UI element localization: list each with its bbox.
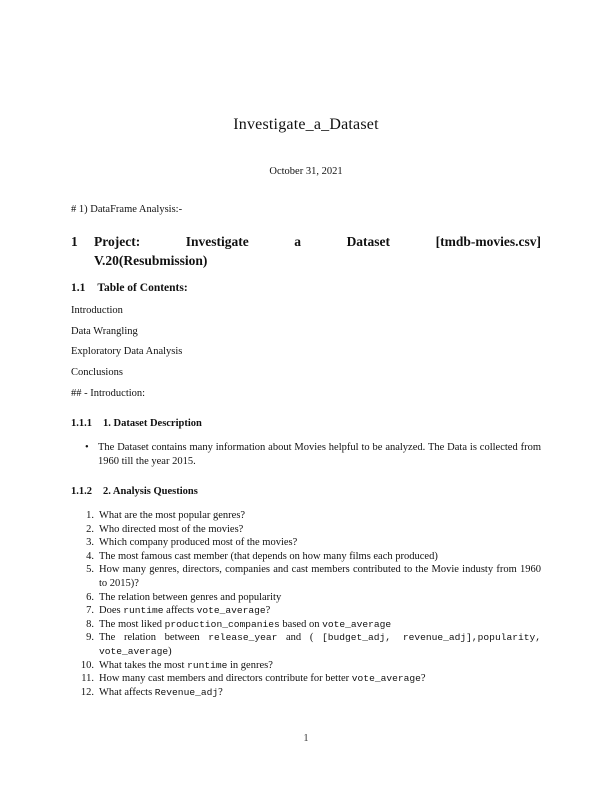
section-title-word: Dataset [346, 234, 391, 249]
dataset-description-number: 1.1.1 [71, 418, 92, 429]
toc-heading-number: 1.1 [71, 282, 86, 294]
text-span: The relation between genres and popularity [99, 591, 282, 603]
question-text [99, 604, 541, 618]
page-number: 1 [303, 733, 309, 744]
question-item [71, 563, 541, 590]
dataset-description-bullets [71, 441, 541, 468]
text-span: Does [99, 605, 124, 617]
code-span: vote_average [196, 605, 266, 617]
question-number: 8. [86, 618, 94, 630]
text-span: What are the most popular genres? [99, 510, 246, 521]
section-title-line2: V.20(Resubmission) [94, 253, 208, 268]
analysis-questions-title: 2. Analysis Questions [103, 486, 198, 497]
question-number: 2. [86, 523, 94, 535]
section-title [94, 234, 541, 269]
question-text [99, 686, 541, 700]
question-item [71, 591, 541, 605]
toc-item: Introduction [71, 305, 123, 316]
question-text [99, 659, 541, 673]
code-span: release_year [208, 632, 278, 644]
text-span: ? [420, 673, 426, 685]
code-span: vote_average [99, 645, 169, 657]
section-title-word: Project: [94, 234, 141, 249]
bullet-text: The Dataset contains many information about Movies helpful to be analyzed. The Data is collected from 1960 till the year 2015. [98, 442, 541, 467]
question-number: 6. [86, 591, 94, 603]
bullet-marker: • [85, 442, 89, 453]
code-span: vote_average [351, 673, 421, 685]
question-number: 5. [86, 564, 94, 576]
analysis-questions-list [71, 509, 541, 699]
section-number: 1 [71, 234, 78, 249]
question-item [71, 672, 541, 686]
text-span: and ( [277, 632, 322, 644]
toc-item: Data Wrangling [71, 325, 138, 337]
analysis-questions-number: 1.1.2 [71, 486, 92, 497]
dataset-description-heading [71, 417, 541, 430]
question-text [99, 591, 541, 605]
code-span: runtime [123, 605, 164, 617]
markdown-introduction-line: ## - Introduction: [71, 388, 146, 399]
section-title-word: [tmdb-movies.csv] [435, 234, 541, 249]
text-span: The relation between [99, 632, 209, 644]
text-span: Who directed most of the movies? [99, 523, 244, 535]
question-item [71, 631, 541, 658]
dataframe-analysis-line: # 1) DataFrame Analysis:- [71, 204, 183, 215]
toc-item: Conclusions [71, 366, 123, 378]
question-item [71, 604, 541, 618]
text-span: ? [265, 605, 271, 617]
section-heading [71, 234, 541, 269]
question-number: 9. [86, 632, 94, 644]
question-number: 1. [86, 510, 94, 521]
text-span: What affects [99, 686, 155, 698]
question-item [71, 550, 541, 564]
text-span: affects [163, 605, 197, 617]
code-span: Revenue_adj [154, 686, 219, 698]
bullet-item [71, 441, 541, 468]
dataset-description-title: 1. Dataset Description [103, 418, 202, 429]
text-span: How many genres, directors, companies and cast members contributed to the Movie industy from 1960 to 2015)? [99, 564, 541, 589]
question-number: 3. [86, 537, 94, 549]
toc-heading-title: Table of Contents: [97, 282, 188, 294]
code-span: runtime [187, 659, 228, 671]
text-span: in genres? [227, 659, 273, 671]
toc-list [71, 305, 541, 378]
code-span: production_companies [164, 618, 280, 630]
question-number: 4. [86, 550, 94, 562]
text-span: Which company produced most of the movies? [99, 537, 298, 549]
question-item [71, 659, 541, 673]
question-item [71, 618, 541, 632]
document-date: October 31, 2021 [269, 166, 343, 177]
question-number: 10. [80, 659, 94, 671]
question-item [71, 686, 541, 700]
analysis-questions-heading [71, 485, 541, 498]
question-number: 12. [80, 686, 94, 698]
section-title-word: Investigate [185, 234, 249, 249]
code-span: vote_average [322, 618, 392, 630]
text-span: ? [218, 686, 223, 698]
section-title-word: a [294, 234, 302, 249]
question-number: 11. [81, 673, 94, 685]
code-span: [budget_adj, revenue_adj],popularity, [321, 632, 541, 644]
text-span: ) [168, 645, 172, 657]
question-item [71, 523, 541, 537]
text-span: The most liked [99, 618, 165, 630]
question-text [99, 509, 541, 523]
question-text [99, 536, 541, 550]
question-item [71, 536, 541, 550]
toc-item: Exploratory Data Analysis [71, 346, 183, 357]
question-text [99, 672, 541, 686]
question-number: 7. [86, 605, 94, 617]
question-text [99, 618, 541, 632]
question-text [99, 550, 541, 564]
question-text [99, 523, 541, 537]
section-title-line1 [94, 234, 541, 250]
document-title: Investigate_a_Dataset [233, 116, 379, 133]
toc-heading [71, 281, 541, 295]
text-span: based on [279, 618, 323, 630]
question-text [99, 631, 541, 658]
text-span: How many cast members and directors contribute for better [99, 673, 352, 685]
text-span: What takes the most [99, 659, 188, 671]
text-span: The most famous cast member (that depends on how many films each produced) [99, 550, 438, 562]
question-item [71, 509, 541, 523]
question-text [99, 563, 541, 590]
